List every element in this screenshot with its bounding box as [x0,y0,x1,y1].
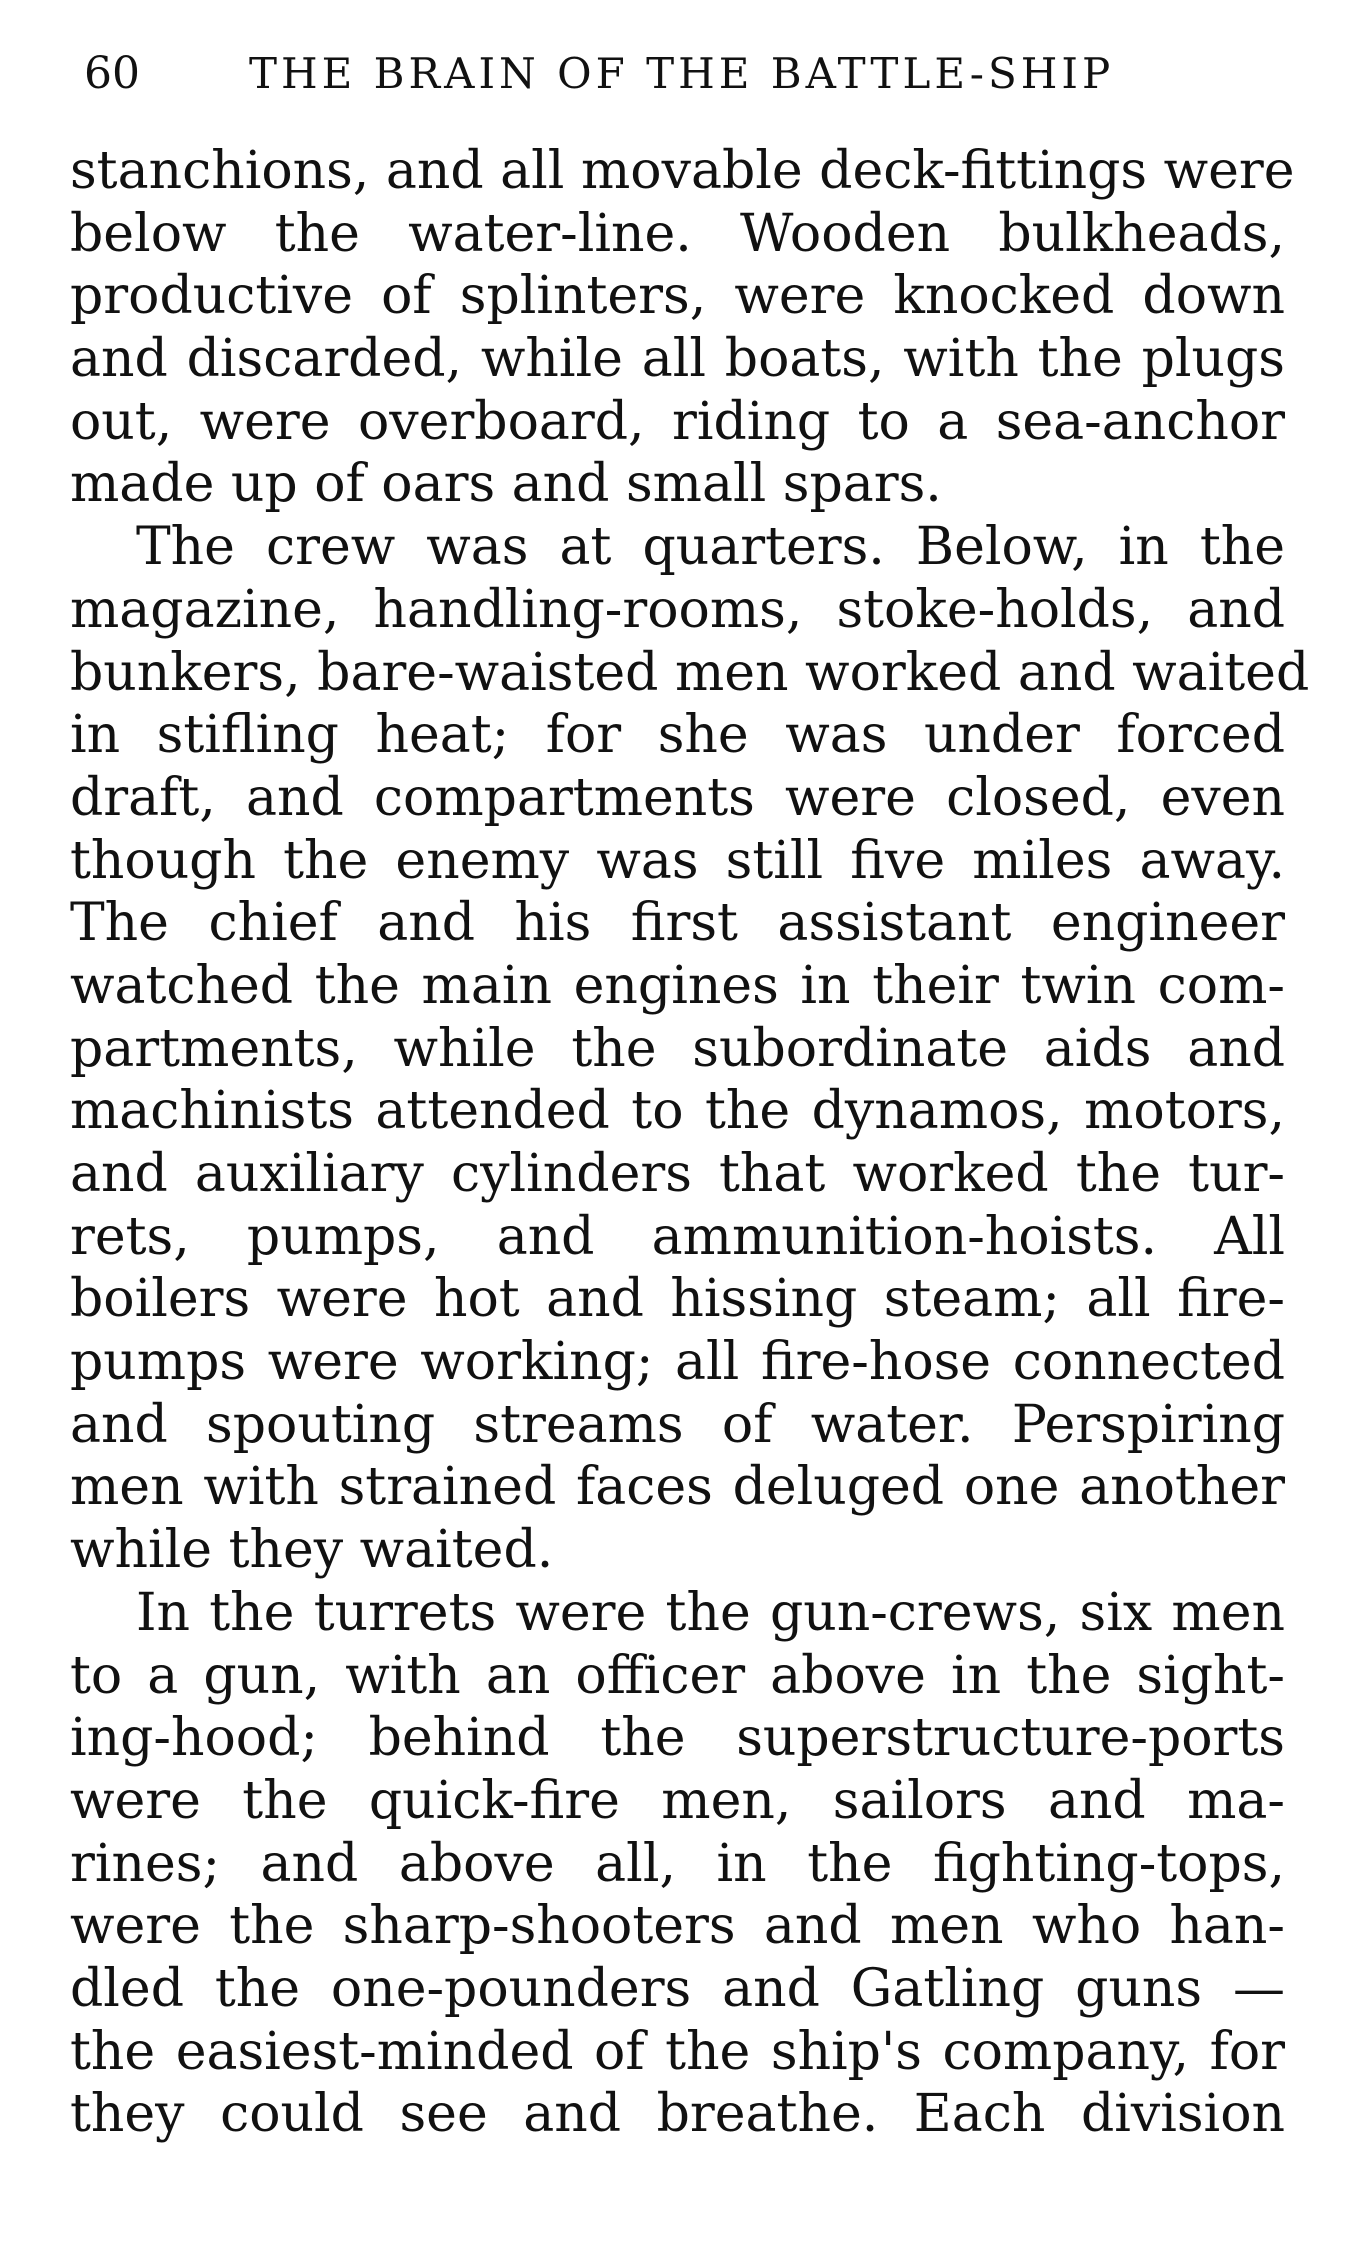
text-line: the easiest-minded of the ship's company, for [70,2021,1285,2082]
text-line: rines; and above all, in the fighting-tops, [70,1833,1285,1894]
text-line: The chief and his first assistant engineer [70,893,1285,954]
text-line: partments, while the subordinate aids and [70,1018,1285,1079]
text-line: dled the one-pounders and Gatling guns — [70,1958,1285,2019]
text-line: boilers were hot and hissing steam; all fire- [70,1269,1285,1330]
text-line: bunkers, bare-waisted men worked and waited [70,642,1310,703]
page-number: 60 [84,48,140,99]
text-line: out, were overboard, riding to a sea-anchor [70,391,1285,452]
text-line: watched the main engines in their twin com- [70,955,1285,1016]
text-line: in stifling heat; for she was under forced [70,705,1285,766]
text-line: pumps were working; all fire-hose connected [70,1332,1285,1393]
body-text [70,140,1310,2146]
text-line: to a gun, with an officer above in the sight- [70,1645,1285,1706]
text-line: they could see and breathe. Each division [70,2084,1285,2145]
text-line: and discarded, while all boats, with the plugs [70,329,1285,390]
text-line: machinists attended to the dynamos, motors, [70,1081,1285,1142]
text-line: were the quick-fire men, sailors and ma- [70,1770,1285,1831]
text-line: rets, pumps, and ammunition-hoists. All [70,1206,1285,1267]
text-line: were the sharp-shooters and men who han- [70,1896,1285,1957]
running-title: THE BRAIN OF THE BATTLE-SHIP [249,49,1115,98]
text-line: below the water-line. Wooden bulkheads, [70,203,1285,264]
text-line: productive of splinters, were knocked down [70,266,1285,327]
text-line: draft, and compartments were closed, even [70,767,1285,828]
page-header [84,44,1244,104]
text-line: In the turrets were the gun-crews, six men [136,1582,1285,1643]
text-line: stanchions, and all movable deck-fittings were [70,141,1295,201]
text-line: though the enemy was still five miles away. [70,830,1285,891]
text-line: while they waited. [70,1520,554,1581]
text-line: men with strained faces deluged one another [70,1457,1285,1518]
text-line: The crew was at quarters. Below, in the [136,517,1285,578]
text-line: magazine, handling-rooms, stoke-holds, and [70,579,1285,640]
text-line: made up of oars and small spars. [70,454,942,515]
text-line: ing-hood; behind the superstructure-ports [70,1708,1285,1769]
text-line: and auxiliary cylinders that worked the tur- [70,1144,1285,1204]
text-line: and spouting streams of water. Perspiring [70,1394,1285,1455]
